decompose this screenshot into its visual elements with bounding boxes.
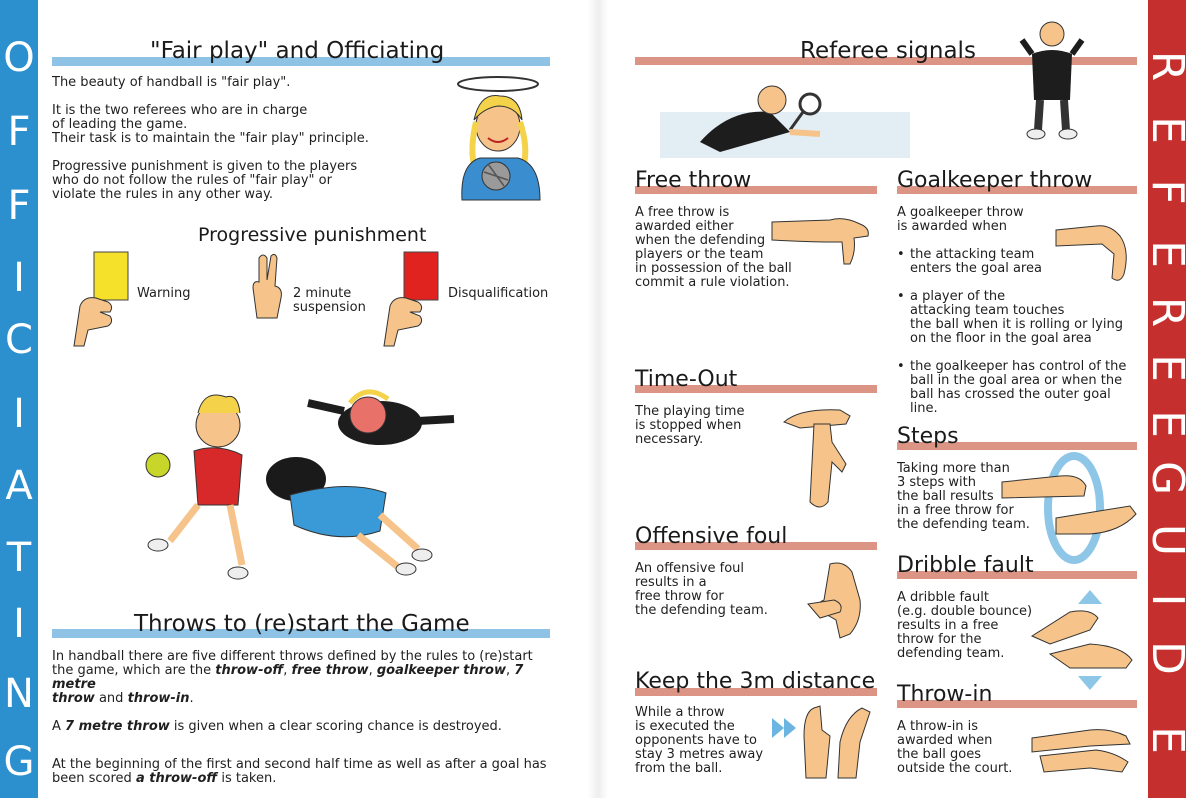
throws-text [52, 650, 562, 794]
text-line: throw for the [897, 632, 982, 647]
text-line: Taking more than [897, 461, 1010, 476]
dribble-fault-hands-icon [1030, 588, 1136, 692]
text-line: 3 steps with [897, 475, 977, 490]
text-line: stay 3 metres away [635, 747, 764, 762]
text-line: defending team. [897, 646, 1005, 661]
referee-halo-illustration [440, 68, 555, 200]
throws-p1: In handball there are five different throws defined by the rules to (re)start the game, which are the throw-off, free throw, goalkeeper throw, 7 metre throw and throw-in. [52, 649, 533, 706]
band-letter: I [13, 255, 25, 301]
throws-p2: A 7 metre throw is given when a clear scoring chance is destroyed. [52, 719, 502, 734]
offensive-foul-title: Offensive foul [635, 524, 788, 549]
text-line: the defending team. [897, 517, 1030, 532]
band-letter: F [1142, 179, 1193, 205]
text-line: A throw-in is [897, 719, 979, 734]
text-line: from the ball. [635, 761, 723, 776]
time-out-title: Time-Out [635, 367, 738, 392]
text-line: opponents have to [635, 733, 757, 748]
dribble-fault-title: Dribble fault [897, 553, 1034, 578]
text-line: when the defending [635, 233, 766, 248]
text-line: in a free throw for [897, 503, 1014, 518]
steps-rolling-hands-icon [1000, 452, 1140, 562]
band-letter: U [1142, 523, 1193, 557]
throws-p3: At the beginning of the first and second half time as well as after a goal has been scored a throw-off is taken. [52, 757, 547, 786]
band-letter: O [3, 35, 35, 81]
band-letter: D [1142, 641, 1193, 675]
signals-title: Referee signals [800, 38, 976, 64]
throws-title: Throws to (re)start the Game [134, 611, 470, 637]
text-line: An offensive foul [635, 561, 745, 576]
text-line: in possession of the ball [635, 261, 792, 276]
band-letter: C [5, 317, 33, 363]
band-letter: T [6, 535, 32, 581]
warning-label: Warning [137, 286, 191, 301]
fair-play-title: "Fair play" and Officiating [150, 38, 445, 64]
steps-title: Steps [897, 424, 959, 449]
text-line: A goalkeeper throw [897, 205, 1024, 220]
band-letter: G [1142, 460, 1193, 496]
goalkeeper-throw-hand-icon [1054, 220, 1134, 286]
text-line: The playing time [635, 404, 745, 419]
band-letter: A [5, 463, 33, 509]
band-letter: F [7, 183, 31, 229]
free-throw-title: Free throw [635, 168, 752, 193]
right-band-lettering [1142, 0, 1193, 798]
band-letter: G [3, 739, 35, 785]
text-line: the ball results [897, 489, 994, 504]
throw-in-title: Throw-in [897, 682, 993, 707]
band-letter: R [1142, 296, 1193, 328]
keep-distance-title: Keep the 3m distance [635, 669, 876, 694]
text-line: results in a free [897, 618, 999, 633]
goalkeeper-bullet: • a player of the attacking team touches the ball when it is rolling or lying on the floor in the goal area [897, 290, 1142, 346]
text-line: A free throw is [635, 205, 730, 220]
text-line: A dribble fault [897, 590, 989, 605]
dribble-fault-text [897, 591, 1042, 661]
fair-play-text [52, 76, 452, 210]
players-foul-illustration [118, 355, 478, 587]
text-line: awarded when [897, 733, 993, 748]
progressive-title: Progressive punishment [198, 224, 427, 246]
text-line: While a throw [635, 705, 725, 720]
band-letter: F [7, 109, 31, 155]
page-gutter [588, 0, 608, 798]
band-letter: E [1142, 240, 1193, 268]
offensive-foul-text [635, 562, 795, 618]
fair-play-p2: It is the two referees who are in charge of leading the game. Their task is to maintain the "fair play" principle. [52, 103, 369, 146]
goalkeeper-bullet: • the attacking team enters the goal area [897, 248, 1142, 276]
band-letter: N [4, 671, 34, 717]
red-card-hand-icon [380, 250, 442, 346]
text-line: is executed the [635, 719, 735, 734]
text-line: (e.g. double bounce) [897, 604, 1033, 619]
suspension-label: 2 minute suspension [293, 286, 366, 315]
yellow-card-hand-icon [70, 250, 132, 346]
text-line: necessary. [635, 432, 704, 447]
goalkeeper-bullet: • the goalkeeper has control of the ball in the goal area or when the ball has crossed the outer goal line. [897, 360, 1142, 416]
text-line: the defending team. [635, 603, 768, 618]
standing-referee-illustration [1018, 18, 1086, 140]
text-line: results in a [635, 575, 707, 590]
free-throw-hand-icon [770, 212, 874, 268]
time-out-text [635, 405, 775, 447]
offensive-foul-hands-icon [800, 560, 876, 640]
fair-play-p1: The beauty of handball is "fair play". [52, 75, 291, 90]
throw-in-text [897, 720, 1027, 776]
text-line: awarded either [635, 219, 734, 234]
band-letter: R [1142, 50, 1193, 82]
fair-play-p3: Progressive punishment is given to the players who do not follow the rules of "fair play" or violate the rules in any other way. [52, 159, 358, 202]
disqualification-label: Disqualification [448, 286, 549, 301]
band-letter: I [1142, 593, 1193, 607]
throw-in-hands-icon [1030, 716, 1136, 782]
band-letter: E [1142, 726, 1193, 754]
keep-distance-hands-icon [770, 702, 878, 780]
band-letter: E [1142, 410, 1193, 438]
left-band-lettering [0, 0, 38, 798]
text-line: the ball goes [897, 747, 982, 762]
band-letter: I [13, 601, 25, 647]
band-letter: E [1142, 116, 1193, 144]
text-line: players or the team [635, 247, 764, 262]
text-line: free throw for [635, 589, 724, 604]
band-letter: I [13, 391, 25, 437]
text-line: outside the court. [897, 761, 1013, 776]
crawling-referee-illustration [660, 72, 910, 158]
text-line: is awarded when [897, 219, 1007, 234]
time-out-hands-icon [780, 402, 860, 512]
two-fingers-hand-icon [245, 252, 289, 320]
text-line: is stopped when [635, 418, 742, 433]
text-line: commit a rule violation. [635, 275, 790, 290]
band-letter: E [1142, 354, 1193, 382]
goalkeeper-throw-title: Goalkeeper throw [897, 168, 1093, 193]
